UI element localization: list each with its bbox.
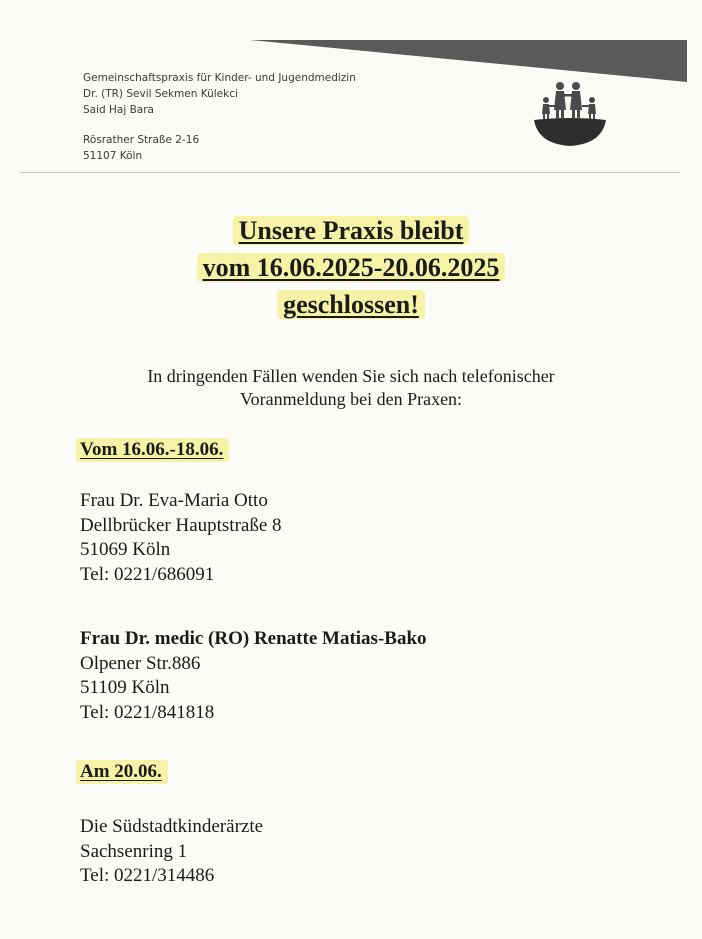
practice-phone: Tel: 0221/841818 <box>80 701 215 723</box>
period-heading: Am 20.06. <box>76 760 168 784</box>
letterhead <box>83 70 356 164</box>
practice-street: Sachsenring 1 <box>80 840 188 862</box>
practice-suedstadt <box>80 815 263 889</box>
intro-line: In dringenden Fällen wenden Sie sich nach telefonischer <box>147 366 555 386</box>
practice-name: Gemeinschaftspraxis für Kinder- und Jugendmedizin <box>83 72 356 84</box>
practice-street: Rösrather Straße 2-16 <box>83 134 200 146</box>
practice-city: 51107 Köln <box>83 150 143 162</box>
headline-line: geschlossen! <box>277 290 425 319</box>
practice-city: 51109 Köln <box>80 677 170 698</box>
header-divider <box>20 172 680 173</box>
doctor-name: Said Haj Bara <box>83 104 154 116</box>
practice-phone: Tel: 0221/314486 <box>80 865 215 886</box>
doctor-name: Dr. (TR) Sevil Sekmen Külekci <box>83 88 238 100</box>
headline-dates: vom 16.06.2025-20.06.2025 <box>197 253 506 282</box>
intro-line: Voranmeldung bei den Praxen: <box>239 389 463 409</box>
practice-otto <box>80 489 282 587</box>
practice-phone: Tel: 0221/686091 <box>80 563 215 585</box>
family-logo-icon <box>530 80 610 150</box>
intro-text <box>0 365 702 411</box>
period-heading: Vom 16.06.-18.06. <box>76 438 229 462</box>
practice-doctor-name: Frau Dr. Eva-Maria Otto <box>80 490 268 511</box>
practice-doctor-name: Frau Dr. medic (RO) Renatte Matias-Bako <box>80 628 427 649</box>
period-1-heading-block <box>80 438 229 463</box>
practice-city: 51069 Köln <box>80 539 171 560</box>
practice-matias-bako <box>80 627 427 725</box>
practice-street: Dellbrücker Hauptstraße 8 <box>80 514 282 536</box>
closure-headline <box>0 212 702 323</box>
practice-doctor-name: Die Südstadtkinderärzte <box>80 816 264 837</box>
period-2-heading-block <box>80 760 168 785</box>
headline-line: Unsere Praxis bleibt <box>233 216 470 245</box>
practice-street: Olpener Str.886 <box>80 652 201 674</box>
